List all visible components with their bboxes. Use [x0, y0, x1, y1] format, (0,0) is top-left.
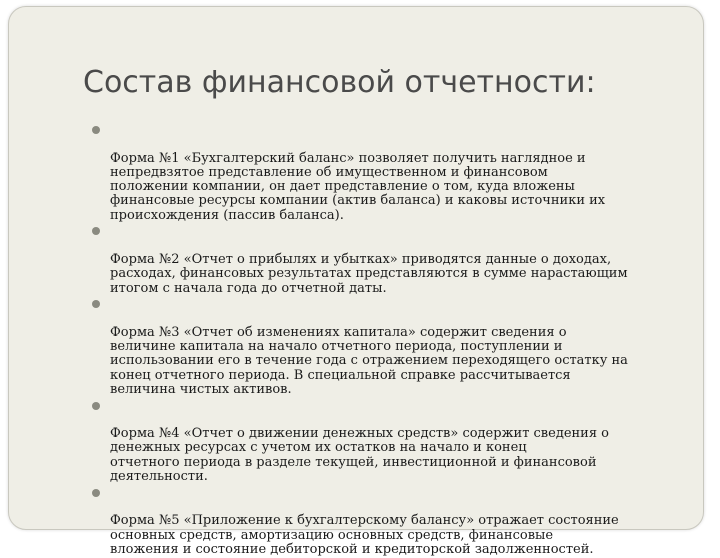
bullet-item-form-2	[89, 224, 689, 295]
bullet-dot-icon	[92, 489, 100, 497]
bullet-item-form-5	[89, 486, 689, 557]
bullet-text: Форма №3 «Отчет об изменениях капитала» содержит сведения о величине капитала на начало отчетного периода, поступлении и использовании его в течение года с отражением переходящего остатку на конец отчетного периода. В специальной справке рассчитывается величина чистых активов.	[110, 324, 628, 397]
bullet-text: Форма №1 «Бухгалтерский баланс» позволяет получить наглядное и непредвзятое представление об имущественном и финансовом положении компании, он дает представление о том, куда вложены финансовые ресурсы компании (актив баланса) и каковы источники их происхождения (пассив баланса).	[110, 150, 606, 223]
bullet-dot-icon	[92, 227, 100, 235]
bullet-dot-icon	[92, 126, 100, 134]
bullet-dot-icon	[92, 402, 100, 410]
bullet-item-form-3	[89, 297, 689, 397]
bullet-item-form-4	[89, 399, 689, 485]
bullet-text: Форма №5 «Приложение к бухгалтерскому балансу» отражает состояние основных средств, амортизацию основных средств, финансовые вложения и состояние дебиторской и кредиторской задолженностей.	[110, 513, 619, 557]
bullet-dot-icon	[92, 300, 100, 308]
bullet-list	[89, 123, 689, 558]
slide-title: Состав финансовой отчетности:	[83, 65, 596, 100]
bullet-text: Форма №2 «Отчет о прибылях и убытках» приводятся данные о доходах, расходах, финансовых результатах представляются в сумме нарастающим итогом с начала года до отчетной даты.	[110, 251, 628, 296]
bullet-text: Форма №4 «Отчет о движении денежных средств» содержит сведения о денежных ресурсах с учетом их остатков на начало и конец отчетного периода в разделе текущей, инвестиционной и финансовой деятельности.	[110, 426, 610, 485]
bullet-item-form-1	[89, 123, 689, 223]
slide-card	[8, 6, 704, 557]
